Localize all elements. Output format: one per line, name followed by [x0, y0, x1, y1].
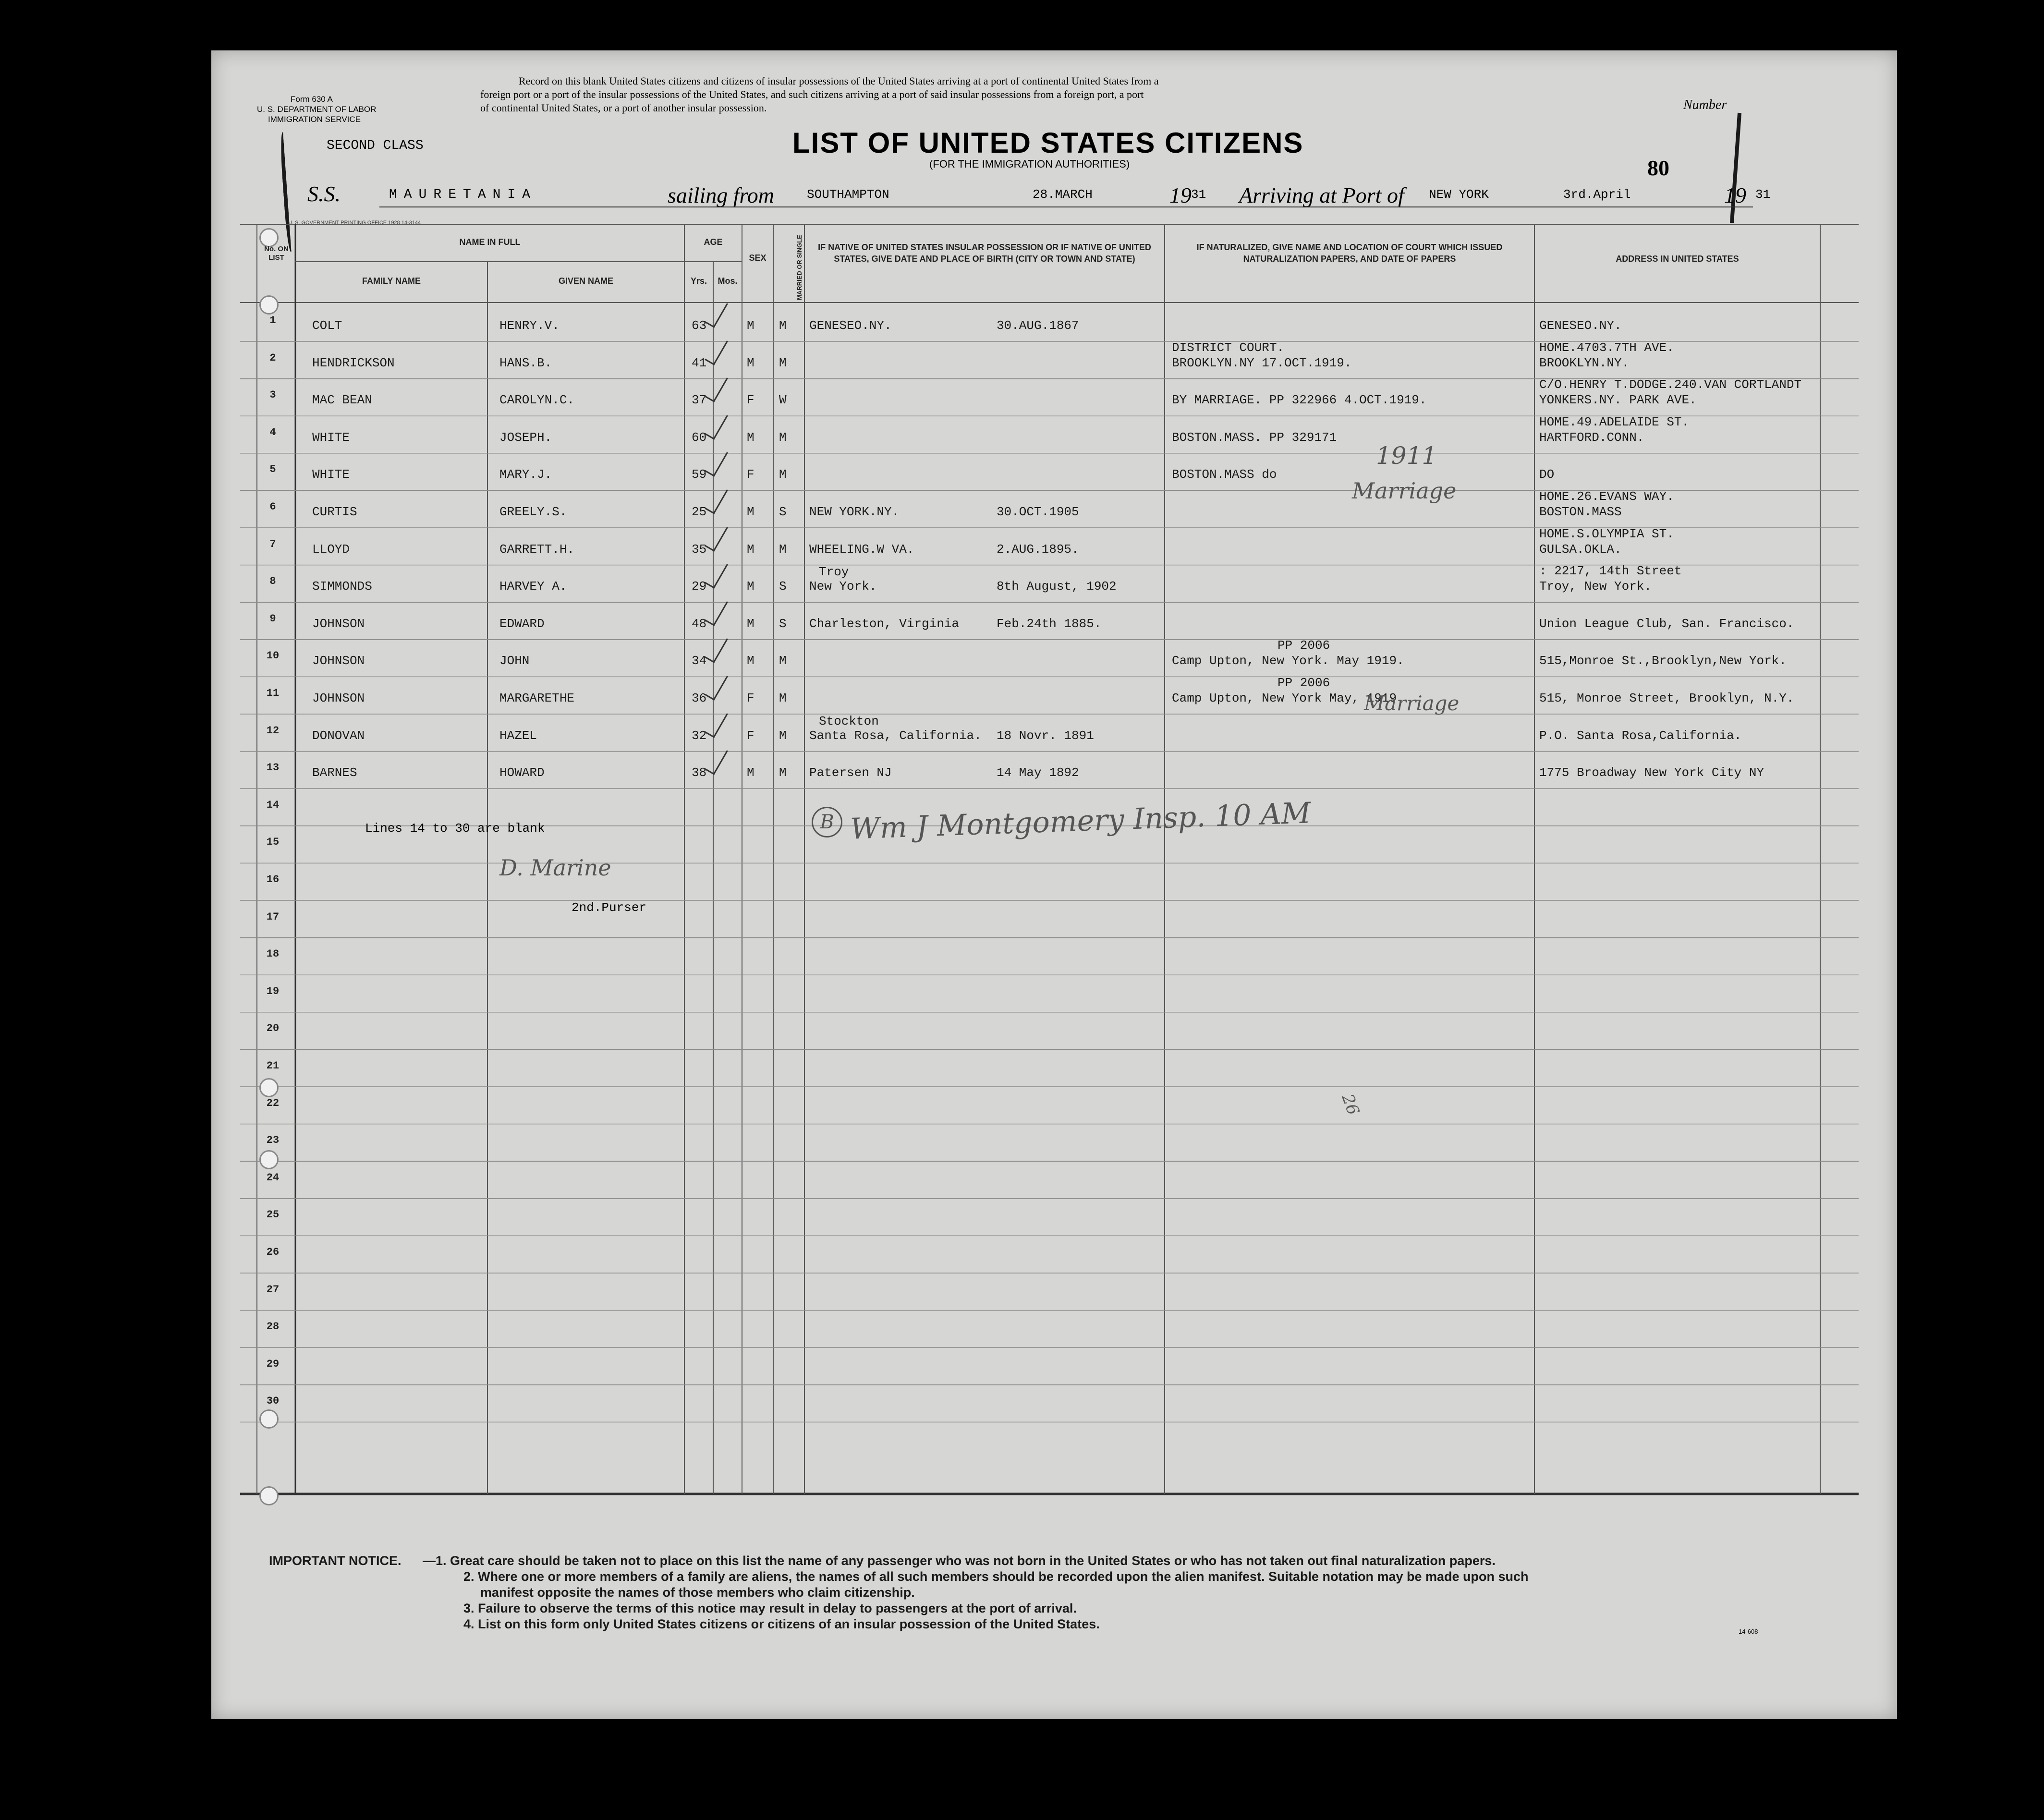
ss-label: S.S. [307, 182, 341, 206]
given-name: HOWARD [499, 765, 545, 780]
age-years: 36 [692, 691, 707, 705]
birth-place: Charleston, Virginia [809, 616, 960, 631]
header-yrs: Yrs. [690, 276, 707, 286]
row-number: 15 [266, 836, 280, 849]
address-line-2: BROOKLYN.NY. [1539, 355, 1630, 370]
form-number: Form 630 A [291, 95, 333, 104]
given-name: JOSEPH. [499, 430, 552, 445]
address-line-1: 515,Monroe St.,Brooklyn,New York. [1539, 654, 1787, 668]
row-number: 19 [266, 985, 280, 997]
address-line-1: Union League Club, San. Francisco. [1539, 616, 1794, 631]
sailing-label: sailing from [668, 183, 774, 207]
marital-status: S [779, 505, 787, 519]
address-line-2: BOSTON.MASS [1539, 505, 1622, 519]
marital-status: W [779, 393, 787, 408]
punch-hole [259, 1409, 279, 1429]
age-years: 48 [692, 616, 707, 631]
naturalization-line-1: DISTRICT COURT. [1172, 340, 1285, 355]
sex: M [747, 654, 754, 668]
address-line-1: HOME.26.EVANS WAY. [1539, 489, 1674, 504]
handwritten-marriage-row5: Marriage [1352, 478, 1457, 504]
marital-status: M [779, 691, 787, 705]
age-years: 38 [692, 765, 707, 780]
header-no-on-list: No. ON LIST [264, 245, 289, 262]
address-line-2: Troy, New York. [1539, 579, 1652, 594]
family-name: DONOVAN [312, 728, 365, 743]
row-number: 26 [266, 1246, 280, 1258]
address-line-1: P.O. Santa Rosa,California. [1539, 728, 1742, 743]
date-to: 3rd.April [1563, 187, 1631, 202]
sex: M [747, 542, 754, 557]
intro-line-2: foreign port or a port of the insular possessions of the United States, and such citizens arriving at a port of said insular possessions from a foreign port, a port [480, 88, 1144, 100]
naturalization-line-2: BROOKLYN.NY 17.OCT.1919. [1172, 355, 1352, 370]
year-to: 31 [1755, 187, 1771, 202]
given-name: HANS.B. [499, 355, 552, 370]
address-line-1: : 2217, 14th Street [1539, 564, 1682, 579]
birth-date: 2.AUG.1895. [997, 542, 1079, 557]
age-years: 60 [692, 430, 707, 445]
sex: M [747, 318, 754, 333]
marital-status: M [779, 355, 787, 370]
marital-status: M [779, 654, 787, 668]
given-name: HARVEY A. [499, 579, 567, 594]
birth-date: 18 Novr. 1891 [997, 728, 1094, 743]
punch-hole [259, 295, 279, 315]
family-name: JOHNSON [312, 654, 365, 668]
punch-hole [259, 1078, 279, 1097]
intro-line-3: of continental United States, or a port of another insular possession. [480, 102, 767, 114]
birth-place-correction: Stockton [819, 714, 879, 728]
handwritten-marriage-row11: Marriage [1364, 692, 1460, 715]
marital-status: M [779, 542, 787, 557]
header-name-in-full: NAME IN FULL [459, 237, 521, 247]
naturalization-line-2: BOSTON.MASS do [1172, 467, 1277, 482]
family-name: WHITE [312, 430, 350, 445]
row-number: 1 [269, 315, 276, 327]
given-name: HAZEL [499, 728, 537, 743]
age-years: 59 [692, 467, 707, 482]
row-number: 4 [269, 426, 276, 438]
address-line-1: 1775 Broadway New York City NY [1539, 765, 1764, 780]
sex: M [747, 430, 754, 445]
birth-place-correction: Troy [819, 565, 849, 580]
notice-label: IMPORTANT NOTICE. [269, 1553, 402, 1568]
notice-item-4: 4. List on this form only United States citizens or citizens of an insular possession of the United States. [463, 1617, 1100, 1631]
marital-status: S [779, 579, 787, 594]
family-name: COLT [312, 318, 342, 333]
punch-hole [259, 1150, 279, 1169]
row-number: 2 [269, 352, 276, 364]
marital-status: S [779, 616, 787, 631]
form-code: 14-608 [1739, 1628, 1758, 1635]
sex: F [747, 691, 754, 705]
row-number: 25 [266, 1209, 280, 1221]
address-line-1: C/O.HENRY T.DODGE.240.VAN CORTLANDT [1539, 377, 1802, 392]
given-name: CAROLYN.C. [499, 393, 575, 408]
marital-status: M [779, 728, 787, 743]
port-from: SOUTHAMPTON [807, 187, 889, 202]
age-years: 29 [692, 579, 707, 594]
address-line-1: GENESEO.NY. [1539, 318, 1622, 333]
age-years: 63 [692, 318, 707, 333]
row-number: 16 [266, 874, 280, 886]
birth-place: NEW YORK.NY. [809, 505, 900, 519]
header-sex: SEX [749, 253, 766, 263]
address-line-2: DO [1539, 467, 1555, 482]
birth-date: 8th August, 1902 [997, 579, 1117, 594]
row-number: 24 [266, 1171, 280, 1184]
naturalization-line-2: Camp Upton, New York May, 1919. [1172, 691, 1404, 705]
blank-lines-note: Lines 14 to 30 are blank [365, 821, 545, 836]
manifest-sheet [211, 50, 1897, 1719]
row-number: 12 [266, 724, 280, 737]
naturalization-line-2: BOSTON.MASS. PP 329171 [1172, 430, 1337, 445]
purser-signature: D. Marine [499, 855, 611, 881]
row-number: 28 [266, 1321, 280, 1333]
row-number: 5 [269, 463, 276, 476]
intro-line-1: Record on this blank United States citizens and citizens of insular possessions of the United States arriving at a port of continental United States from a [519, 75, 1159, 87]
address-line-1: HOME.S.OLYMPIA ST. [1539, 526, 1674, 541]
naturalization-line-2: BY MARRIAGE. PP 322966 4.OCT.1919. [1172, 393, 1427, 408]
sex: M [747, 765, 754, 780]
class-label: SECOND CLASS [327, 138, 424, 153]
row-number: 20 [266, 1022, 280, 1035]
age-years: 35 [692, 542, 707, 557]
row-number: 27 [266, 1283, 280, 1296]
row-number: 8 [269, 575, 276, 588]
age-years: 37 [692, 393, 707, 408]
row-number: 6 [269, 501, 276, 513]
row-number: 3 [269, 389, 276, 401]
address-line-2: YONKERS.NY. PARK AVE. [1539, 393, 1697, 408]
row-number: 23 [266, 1134, 280, 1147]
family-name: CURTIS [312, 505, 357, 519]
punch-hole [259, 228, 279, 247]
notice-item-2-cont: manifest opposite the names of those members who claim citizenship. [480, 1585, 915, 1600]
marital-status: M [779, 467, 787, 482]
header-mos: Mos. [718, 276, 738, 286]
age-years: 25 [692, 505, 707, 519]
department-label: U. S. DEPARTMENT OF LABOR [257, 105, 377, 114]
address-line-1: HOME.49.ADELAIDE ST. [1539, 414, 1690, 429]
age-years: 34 [692, 654, 707, 668]
row-number: 14 [266, 799, 280, 811]
port-to: NEW YORK [1429, 187, 1489, 202]
row-number: 29 [266, 1358, 280, 1370]
notice-item-2: 2. Where one or more members of a family are aliens, the names of all such members should be recorded upon the alien manifest. Suitable notation may be made upon such [463, 1569, 1529, 1584]
birth-date: 14 May 1892 [997, 765, 1079, 780]
row-number: 11 [266, 687, 280, 699]
header-married-or-single: MARRIED OR SINGLE [796, 235, 803, 300]
sex: F [747, 467, 754, 482]
birth-place: WHEELING.W VA. [809, 542, 914, 557]
given-name: EDWARD [499, 616, 545, 631]
row-number: 17 [266, 910, 280, 923]
inspector-signature: Wm J Montgomery Insp. 10 AM [850, 796, 1312, 846]
header-naturalized-court: IF NATURALIZED, GIVE NAME AND LOCATION OF COURT WHICH ISSUED NATURALIZATION PAPERS, AND DATE OF PAPERS [1196, 243, 1503, 264]
sex: M [747, 505, 754, 519]
family-name: HENDRICKSON [312, 355, 395, 370]
marital-status: M [779, 318, 787, 333]
row-number: 18 [266, 948, 280, 960]
header-address: ADDRESS IN UNITED STATES [1616, 254, 1739, 264]
number-label: Number [1683, 97, 1727, 112]
given-name: JOHN [499, 654, 530, 668]
address-line-2: HARTFORD.CONN. [1539, 430, 1644, 445]
row-number: 9 [269, 612, 276, 625]
family-name: LLOYD [312, 542, 350, 557]
year-from: 31 [1191, 187, 1206, 202]
naturalization-line-2: Camp Upton, New York. May 1919. [1172, 654, 1404, 668]
marital-status: M [779, 430, 787, 445]
sex: M [747, 355, 754, 370]
address-line-1: HOME.4703.7TH AVE. [1539, 340, 1674, 355]
given-name: GREELY.S. [499, 505, 567, 519]
family-name: WHITE [312, 467, 350, 482]
birth-date: 30.AUG.1867 [997, 318, 1079, 333]
date-from: 28.MARCH [1033, 187, 1093, 202]
stamp-mark: 26 [1338, 1091, 1363, 1118]
sex: M [747, 616, 754, 631]
family-name: JOHNSON [312, 616, 365, 631]
purser-title: 2nd.Purser [572, 900, 647, 915]
handwritten-1911: 1911 [1376, 442, 1437, 470]
page-title: LIST OF UNITED STATES CITIZENS [792, 127, 1304, 159]
header-given-name: GIVEN NAME [558, 276, 613, 286]
birth-place: GENESEO.NY. [809, 318, 892, 333]
address-line-1: 515, Monroe Street, Brooklyn, N.Y. [1539, 691, 1794, 705]
family-name: JOHNSON [312, 691, 365, 705]
row-number: 7 [269, 538, 276, 550]
sex: F [747, 728, 754, 743]
inspector-stamp: B [812, 807, 842, 837]
year-prefix-from: 19 [1169, 183, 1192, 207]
sex: M [747, 579, 754, 594]
marital-status: M [779, 765, 787, 780]
ship-name: MAURETANIA [389, 187, 537, 202]
family-name: MAC BEAN [312, 393, 372, 408]
family-name: BARNES [312, 765, 357, 780]
header-native-birth: IF NATIVE OF UNITED STATES INSULAR POSSESSION OR IF NATIVE OF UNITED STATES, GIVE DATE AND PLACE OF BIRTH (CITY OR TOWN AND STATE) [818, 243, 1151, 264]
family-name: SIMMONDS [312, 579, 372, 594]
punch-hole [259, 1486, 279, 1505]
notice-item-3: 3. Failure to observe the terms of this notice may result in delay to passengers at the port of arrival. [463, 1601, 1077, 1615]
notice-item-1: —1. Great care should be taken not to place on this list the name of any passenger who was not born in the United States or who has not taken out final naturalization papers. [423, 1553, 1496, 1568]
table-grid [211, 50, 1897, 1539]
row-number: 22 [266, 1097, 280, 1109]
naturalization-line-1: PP 2006 [1278, 676, 1330, 690]
year-prefix-to: 19 [1724, 183, 1746, 207]
row-number: 13 [266, 762, 280, 774]
birth-place: Santa Rosa, California. [809, 728, 982, 743]
given-name: MARY.J. [499, 467, 552, 482]
sex: F [747, 393, 754, 408]
row-number: 10 [266, 650, 280, 662]
given-name: HENRY.V. [499, 318, 560, 333]
age-years: 41 [692, 355, 707, 370]
sheet-number: 80 [1647, 156, 1669, 180]
birth-date: Feb.24th 1885. [997, 616, 1102, 631]
given-name: GARRETT.H. [499, 542, 575, 557]
page-subtitle: (FOR THE IMMIGRATION AUTHORITIES) [929, 158, 1130, 170]
service-label: IMMIGRATION SERVICE [268, 115, 361, 124]
address-line-2: GULSA.OKLA. [1539, 542, 1622, 557]
given-name: MARGARETHE [499, 691, 575, 705]
printer-line: U. S. GOVERNMENT PRINTING OFFICE 1928 14-3144 [288, 220, 421, 226]
row-number: 21 [266, 1060, 280, 1072]
birth-date: 30.OCT.1905 [997, 505, 1079, 519]
arriving-label: Arriving at Port of [1239, 183, 1404, 207]
age-years: 32 [692, 728, 707, 743]
header-age: AGE [704, 237, 723, 247]
row-number: 30 [266, 1395, 280, 1407]
birth-place: Patersen NJ [809, 765, 892, 780]
naturalization-line-1: PP 2006 [1278, 638, 1330, 653]
header-family-name: FAMILY NAME [362, 276, 421, 286]
birth-place: New York. [809, 579, 877, 594]
